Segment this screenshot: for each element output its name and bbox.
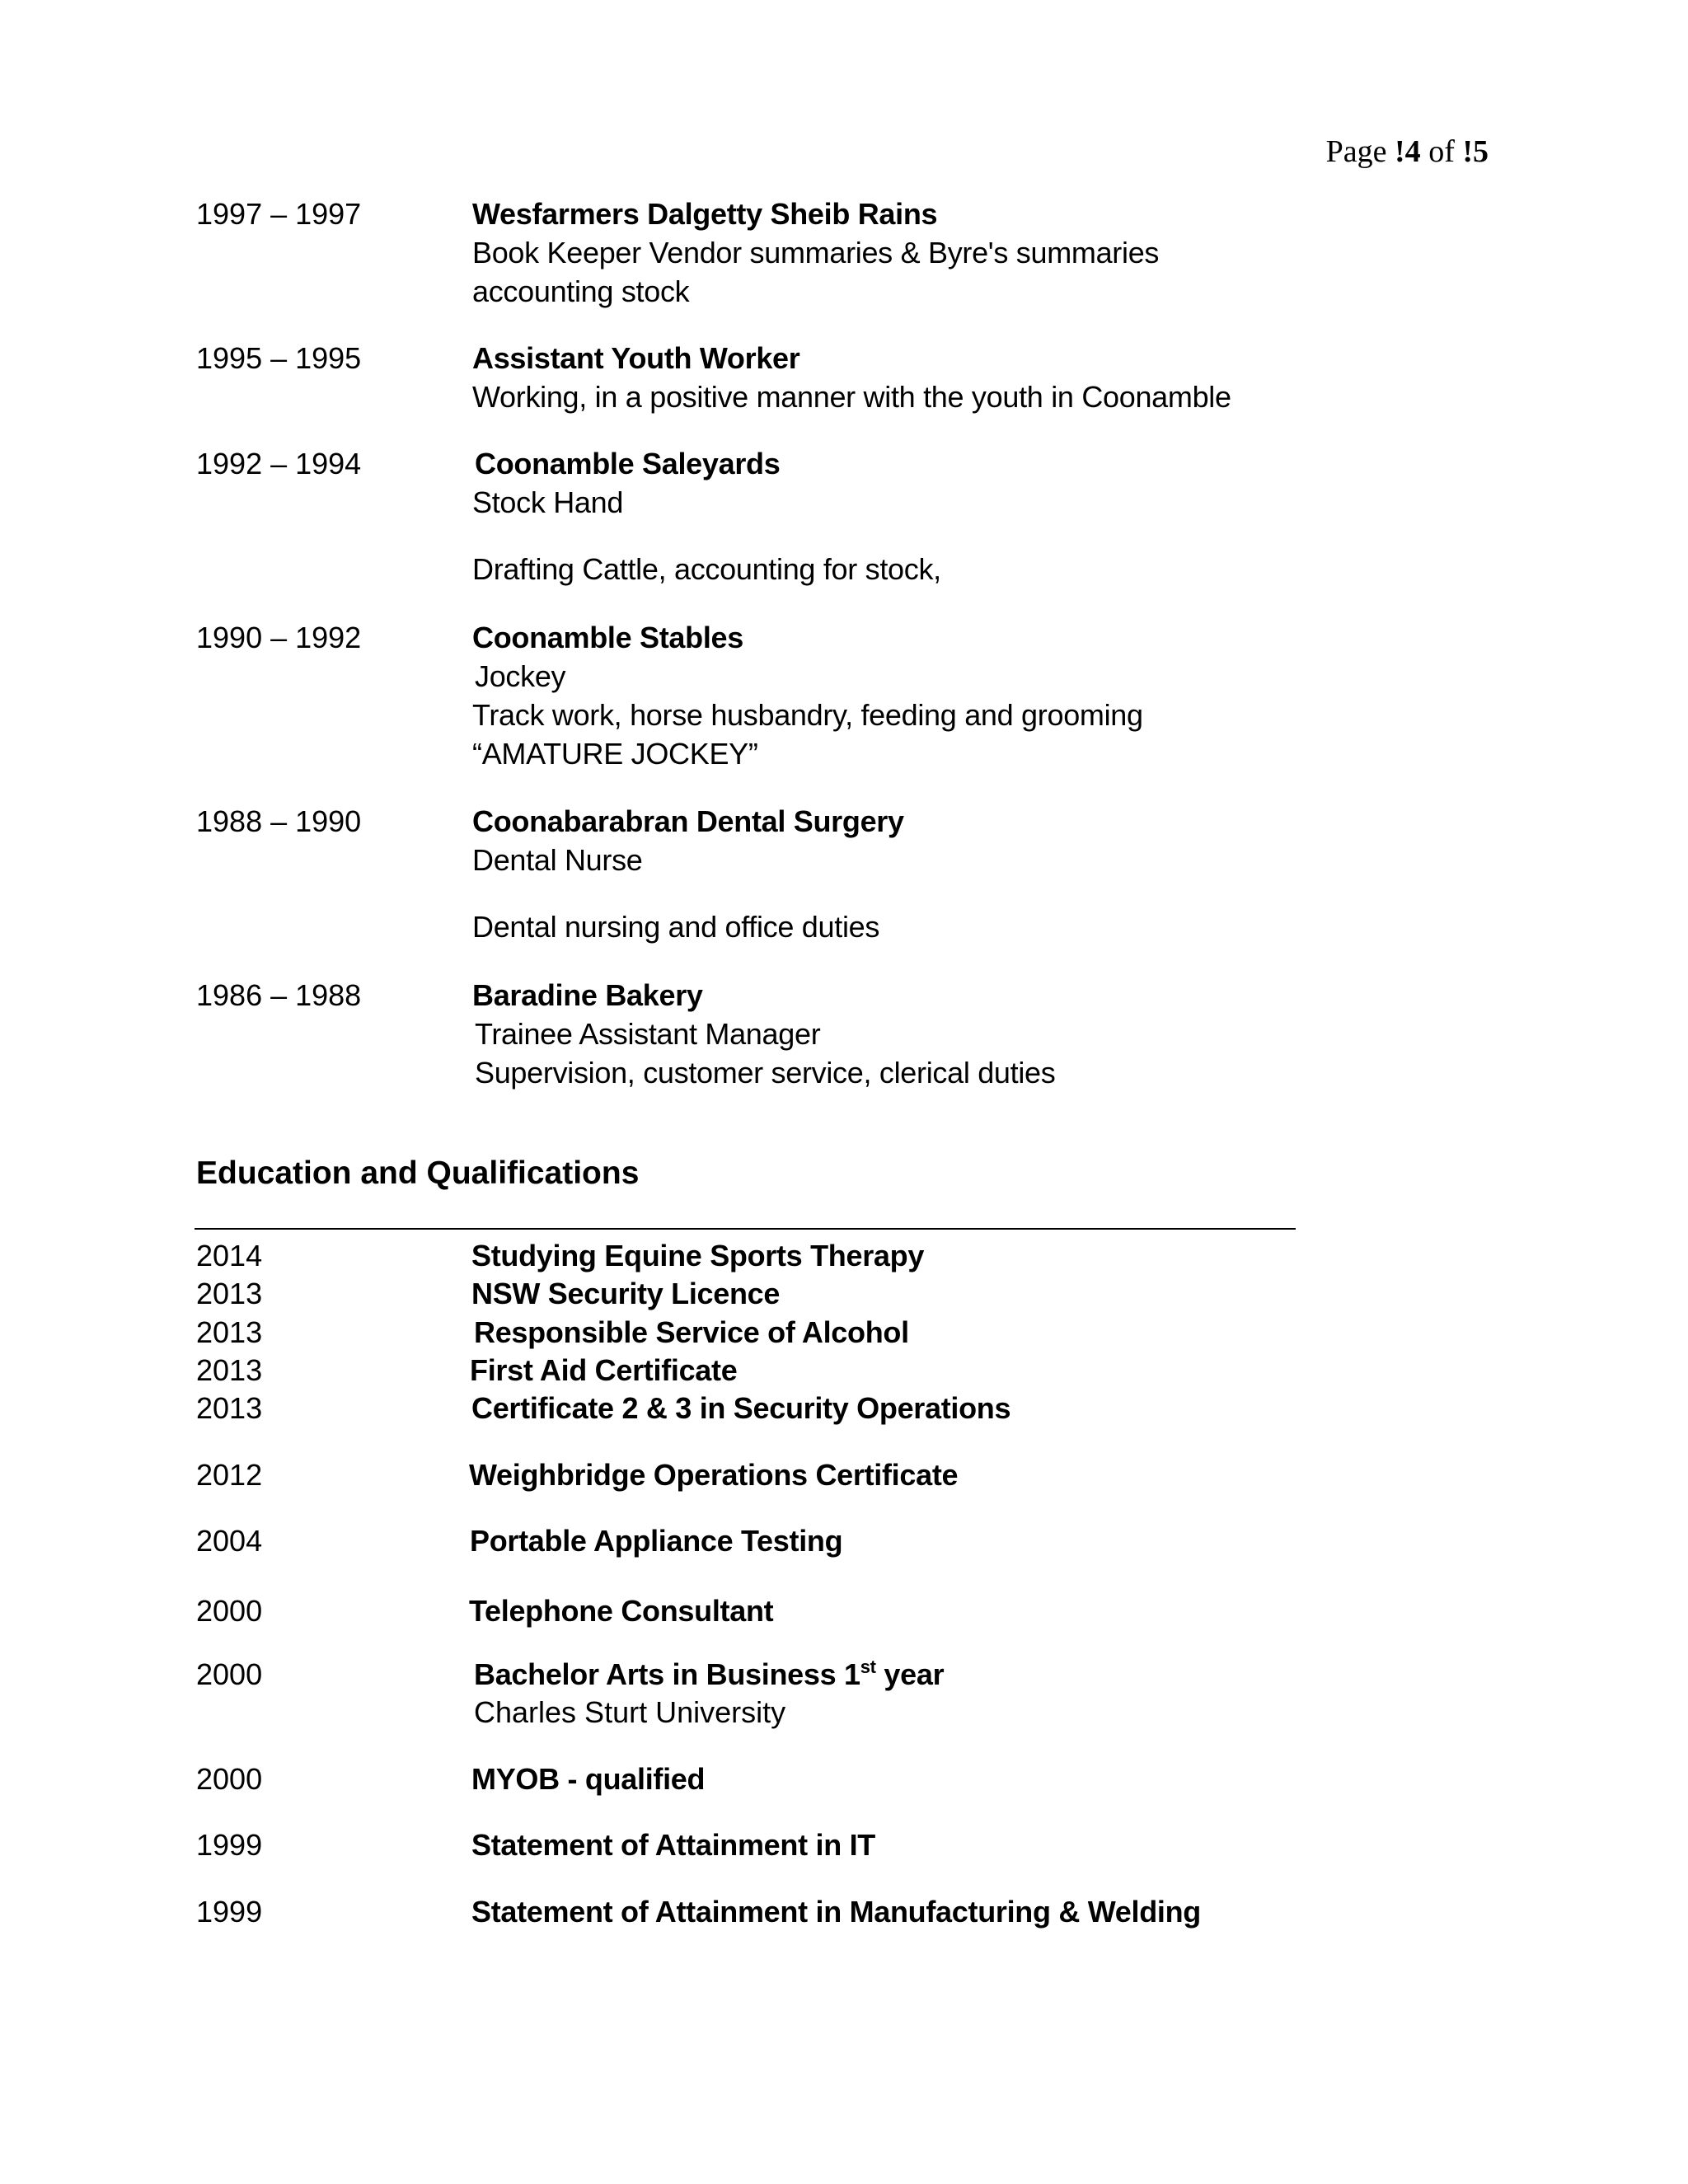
qualification-year: 2013: [196, 1277, 263, 1310]
employer-name: Coonamble Saleyards: [475, 447, 781, 480]
qualification-title: NSW Security Licence: [471, 1277, 781, 1310]
qualification-year: 1999: [196, 1828, 263, 1862]
qualification-year: 1999: [196, 1895, 263, 1929]
job-description: Track work, horse husbandry, feeding and grooming: [472, 698, 1143, 732]
section-heading-education: Education and Qualifications: [196, 1155, 640, 1191]
employment-details: [472, 976, 1379, 1092]
page-of-label: of: [1420, 134, 1463, 169]
qualification-institution: Charles Sturt University: [474, 1695, 786, 1729]
employer-name: Wesfarmers Dalgetty Sheib Rains: [472, 197, 938, 231]
job-description: Book Keeper Vendor summaries & Byre's summaries: [472, 236, 1160, 269]
job-description: Drafting Cattle, accounting for stock,: [472, 552, 941, 586]
job-title: Assistant Youth Worker: [472, 341, 800, 375]
page-current: !4: [1395, 134, 1421, 169]
employment-details: [472, 339, 1379, 416]
qualification-year: 2000: [196, 1657, 263, 1691]
qualification-title: Statement of Attainment in IT: [471, 1828, 875, 1862]
qualification-title: Studying Equine Sports Therapy: [471, 1239, 925, 1272]
job-title: Trainee Assistant Manager: [475, 1017, 821, 1051]
qualification-year: 2000: [196, 1594, 263, 1628]
job-description: accounting stock: [472, 274, 690, 308]
qualification-year: 2012: [196, 1458, 263, 1492]
qualification-year: 2004: [196, 1524, 263, 1558]
qualification-title: [474, 1656, 944, 1694]
job-title: Dental Nurse: [472, 843, 643, 877]
qualification-title: Telephone Consultant: [469, 1594, 774, 1628]
job-title: Jockey: [475, 659, 566, 693]
qualification-title: First Aid Certificate: [470, 1353, 738, 1387]
qualification-year: 2013: [196, 1353, 263, 1387]
qualification-year: 2000: [196, 1762, 263, 1796]
employment-dates: 1997 – 1997: [196, 197, 362, 231]
qualification-title-text: Bachelor Arts in Business 1: [474, 1657, 860, 1691]
employment-dates: 1988 – 1990: [196, 804, 362, 838]
employment-dates: 1986 – 1988: [196, 978, 362, 1012]
employment-details: [472, 802, 1379, 946]
qualification-year: 2013: [196, 1391, 263, 1425]
page-label: Page: [1325, 134, 1395, 169]
employer-name: Coonamble Stables: [472, 621, 743, 654]
employer-name: Baradine Bakery: [472, 978, 703, 1012]
ordinal-suffix: st: [860, 1657, 876, 1677]
employment-dates: 1990 – 1992: [196, 621, 362, 654]
job-description: Working, in a positive manner with the youth in Coonamble: [472, 380, 1231, 414]
qualification-year: 2013: [196, 1315, 263, 1349]
employer-name: Coonabarabran Dental Surgery: [472, 804, 904, 838]
employment-dates: 1995 – 1995: [196, 341, 362, 375]
job-note: “AMATURE JOCKEY”: [472, 737, 758, 771]
page-total: !5: [1462, 134, 1489, 169]
qualification-title: MYOB - qualified: [471, 1762, 706, 1796]
qualification-title: Responsible Service of Alcohol: [474, 1315, 909, 1349]
qualification-title: Statement of Attainment in Manufacturing & Welding: [471, 1895, 1202, 1929]
job-title: Stock Hand: [472, 485, 624, 519]
qualification-title: Weighbridge Operations Certificate: [469, 1458, 959, 1492]
page-number: [1326, 134, 1489, 170]
employment-details: [472, 194, 1379, 311]
employment-details: [472, 618, 1379, 773]
job-description: Dental nursing and office duties: [472, 910, 880, 944]
qualification-title: Portable Appliance Testing: [470, 1524, 843, 1558]
employment-dates: 1992 – 1994: [196, 447, 362, 480]
job-description: Supervision, customer service, clerical duties: [475, 1056, 1056, 1090]
section-divider: [195, 1228, 1296, 1230]
qualification-title: Certificate 2 & 3 in Security Operations: [471, 1391, 1011, 1425]
qualification-year: 2014: [196, 1239, 263, 1272]
employment-details: [472, 444, 1381, 588]
qualification-title-suffix: year: [875, 1657, 945, 1691]
